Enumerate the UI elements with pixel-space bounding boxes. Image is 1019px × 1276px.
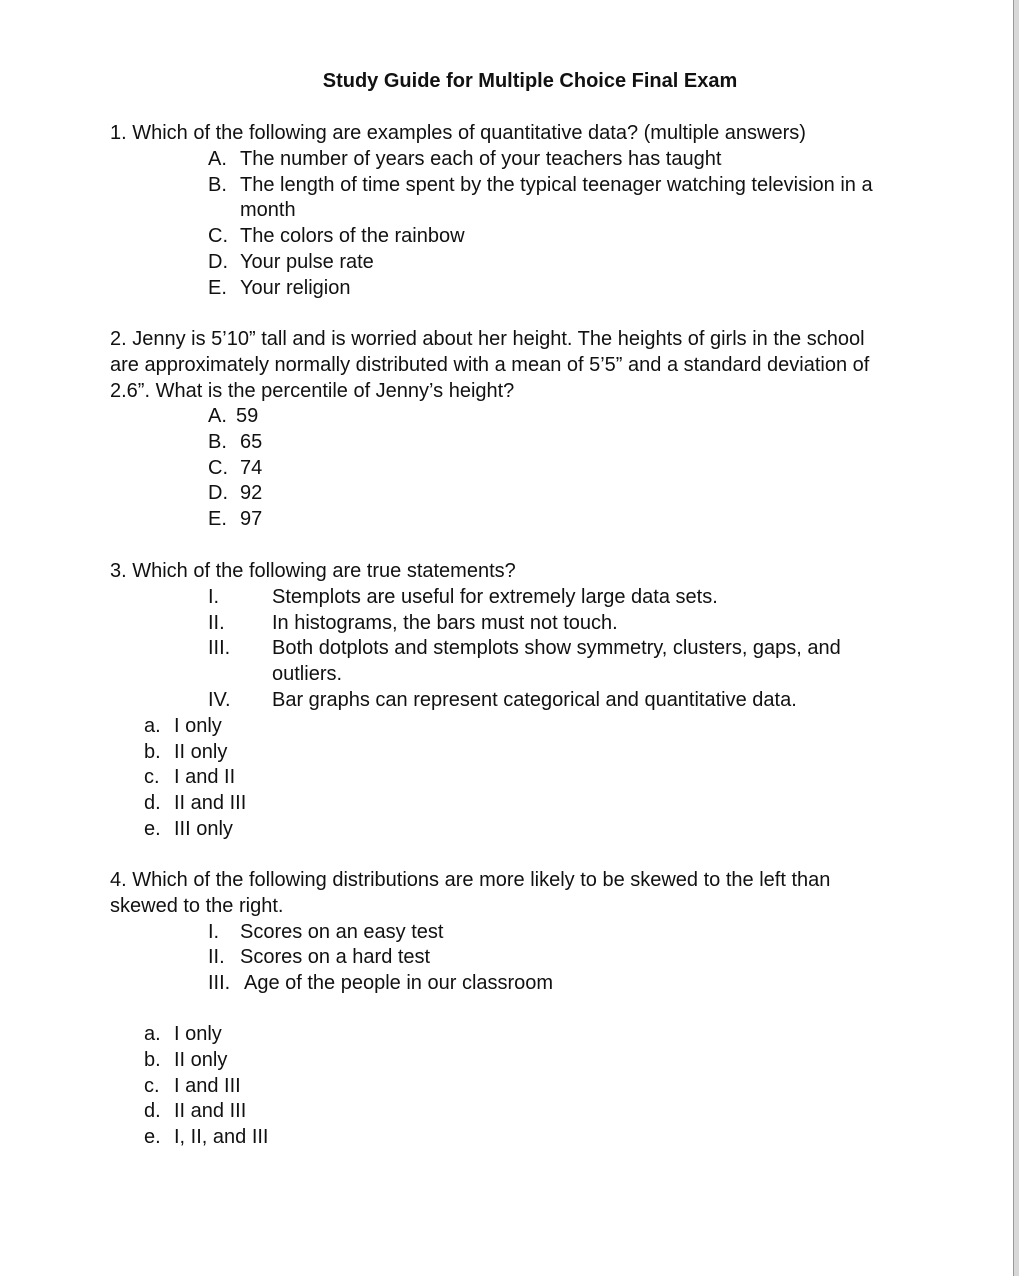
q4-choice-b: II only [174,1049,228,1071]
q3-choice-c-label: c. [144,766,160,788]
q2-choice-a: 59 [236,405,259,427]
q4-choice-c-label: c. [144,1075,160,1097]
q4-choice-e: I, II, and III [174,1126,269,1148]
q1-choice-a-label: A. [208,148,227,170]
q4-choice-e-label: e. [144,1126,161,1148]
question-4-stem-line-2: skewed to the right. [110,895,284,917]
question-2-stem-line-3: 2.6”. What is the percentile of Jenny’s height? [110,380,515,402]
q4-choice-b-label: b. [144,1049,161,1071]
q3-statement-2-label: II. [208,612,225,634]
q2-choice-b: 65 [240,431,263,453]
q3-choice-d: II and III [174,792,247,814]
q1-choice-e: Your religion [240,277,351,299]
q1-choice-a: The number of years each of your teachers has taught [240,148,722,170]
q2-choice-d: 92 [240,482,263,504]
q2-choice-c: 74 [240,457,263,479]
q4-choice-d: II and III [174,1100,247,1122]
q3-statement-2: In histograms, the bars must not touch. [272,612,618,634]
q1-choice-b-cont: month [240,199,296,221]
q3-choice-c: I and II [174,766,236,788]
q3-choice-d-label: d. [144,792,161,814]
q3-choice-b: II only [174,741,228,763]
q1-choice-c-label: C. [208,225,228,247]
q4-statement-3: Age of the people in our classroom [244,972,554,994]
q4-statement-1: Scores on an easy test [240,921,444,943]
q3-choice-a-label: a. [144,715,161,737]
q2-choice-b-label: B. [208,431,227,453]
q3-choice-a: I only [174,715,222,737]
question-4-stem-line-1: 4. Which of the following distributions are more likely to be skewed to the left than [110,869,831,891]
question-3-stem: 3. Which of the following are true statements? [110,560,516,582]
q1-choice-d: Your pulse rate [240,251,374,273]
q4-choice-a: I only [174,1023,222,1045]
q3-choice-b-label: b. [144,741,161,763]
q1-choice-e-label: E. [208,277,227,299]
q4-statement-3-label: III. [208,972,231,994]
q2-choice-a-label: A. [208,405,227,427]
q4-statement-2: Scores on a hard test [240,946,431,968]
q3-statement-1-label: I. [208,586,220,608]
q2-choice-e: 97 [240,508,263,530]
q1-choice-b-label: B. [208,174,227,196]
q2-choice-c-label: C. [208,457,228,479]
q4-choice-a-label: a. [144,1023,161,1045]
q3-statement-3-label: III. [208,637,231,659]
q3-statement-3-cont: outliers. [272,663,343,685]
q1-choice-b: The length of time spent by the typical teenager watching television in a [240,174,873,196]
q3-choice-e: III only [174,818,233,840]
q3-statement-4: Bar graphs can represent categorical and quantitative data. [272,689,797,711]
q3-statement-3: Both dotplots and stemplots show symmetry, clusters, gaps, and [272,637,841,659]
question-2-stem-line-1: 2. Jenny is 5’10” tall and is worried about her height. The heights of girls in the school [110,328,865,350]
page-title: Study Guide for Multiple Choice Final Exam [322,70,738,92]
q2-choice-e-label: E. [208,508,227,530]
q4-choice-d-label: d. [144,1100,161,1122]
page-edge [1013,0,1019,1276]
q3-choice-e-label: e. [144,818,161,840]
q2-choice-d-label: D. [208,482,228,504]
q3-statement-4-label: IV. [208,689,231,711]
q4-statement-1-label: I. [208,921,220,943]
q4-statement-2-label: II. [208,946,225,968]
q1-choice-d-label: D. [208,251,228,273]
question-2-stem-line-2: are approximately normally distributed with a mean of 5’5” and a standard deviation of [110,354,870,376]
q4-choice-c: I and III [174,1075,241,1097]
q1-choice-c: The colors of the rainbow [240,225,465,247]
q3-statement-1: Stemplots are useful for extremely large data sets. [272,586,718,608]
question-1-stem: 1. Which of the following are examples of quantitative data? (multiple answers) [110,122,806,144]
